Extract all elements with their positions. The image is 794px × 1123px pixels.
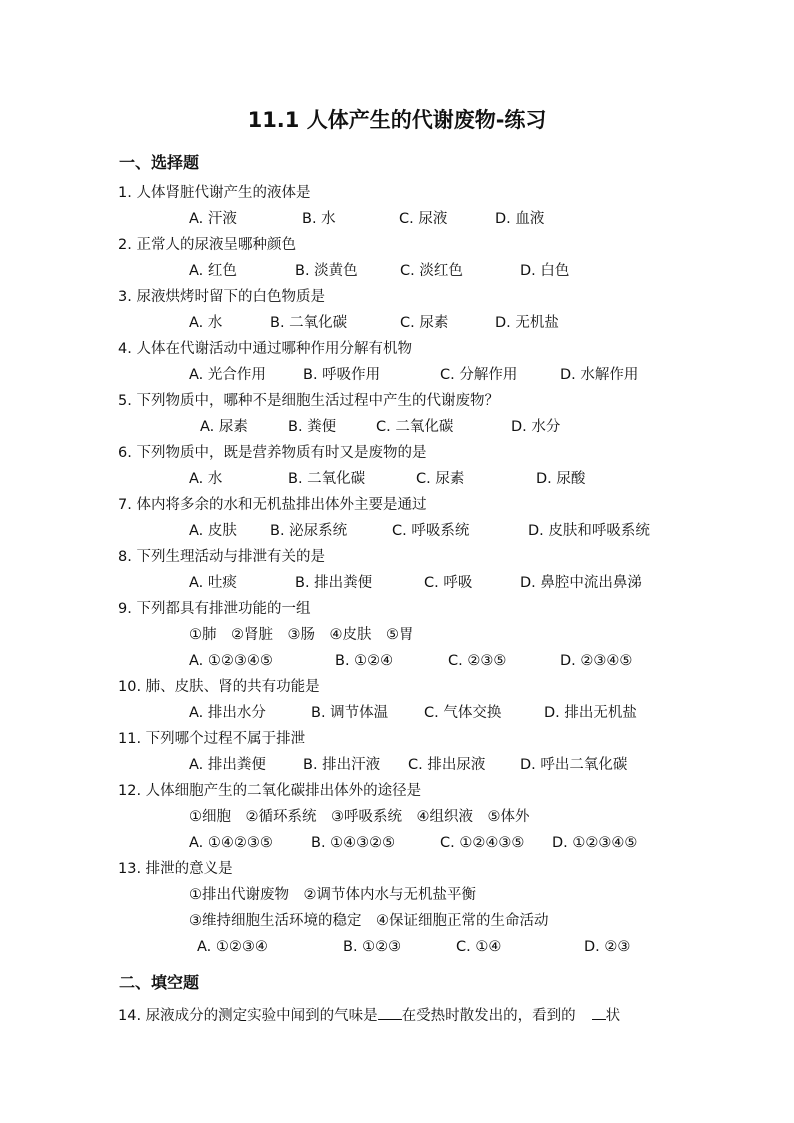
question-9-stem: 9. 下列都具有排泄功能的一组 xyxy=(118,601,311,617)
q3-option-b: B. 二氧化碳 xyxy=(270,315,348,331)
question-6-stem: 6. 下列物质中，既是营养物质有时又是废物的是 xyxy=(118,445,427,461)
q2-option-d: D. 白色 xyxy=(520,263,570,279)
q14-text-prefix: 14. 尿液成分的测定实验中闻到的气味是 xyxy=(118,1008,378,1024)
q10-option-b: B. 调节体温 xyxy=(311,705,389,721)
q4-option-a: A. 光合作用 xyxy=(189,367,266,383)
q14-text-mid: 在受热时散发出的，看到的 xyxy=(401,1008,576,1024)
question-13-stem: 13. 排泄的意义是 xyxy=(118,861,233,877)
question-8-stem: 8. 下列生理活动与排泄有关的是 xyxy=(118,549,325,565)
q3-option-c: C. 尿素 xyxy=(400,315,449,331)
q1-option-c: C. 尿液 xyxy=(399,211,448,227)
q5-option-c: C. 二氧化碳 xyxy=(376,419,454,435)
q5-option-a: A. 尿素 xyxy=(200,419,248,435)
q12-option-b: B. ①④③②⑤ xyxy=(311,835,396,851)
question-5-stem: 5. 下列物质中，哪种不是细胞生活过程中产生的代谢废物？ xyxy=(118,393,499,409)
q4-option-d: D. 水解作用 xyxy=(560,367,639,383)
q5-option-b: B. 粪便 xyxy=(288,419,337,435)
q8-option-d: D. 鼻腔中流出鼻涕 xyxy=(520,575,642,591)
q11-option-b: B. 排出汗液 xyxy=(303,757,381,773)
q13-option-d: D. ②③ xyxy=(584,939,631,955)
q9-option-d: D. ②③④⑤ xyxy=(560,653,633,669)
question-1-stem: 1. 人体肾脏代谢产生的液体是 xyxy=(118,185,311,201)
question-4-stem: 4. 人体在代谢活动中通过哪种作用分解有机物 xyxy=(118,341,412,357)
q12-option-a: A. ①④②③⑤ xyxy=(189,835,273,851)
q1-option-a: A. 汗液 xyxy=(189,211,237,227)
q9-option-b: B. ①②④ xyxy=(335,653,394,669)
q6-option-c: C. 尿素 xyxy=(416,471,465,487)
q12-option-c: C. ①②④③⑤ xyxy=(440,835,525,851)
q7-option-a: A. 皮肤 xyxy=(189,523,237,539)
question-11-stem: 11. 下列哪个过程不属于排泄 xyxy=(118,731,306,747)
page-title: 11.1 人体产生的代谢废物-练习 xyxy=(247,108,547,132)
q11-option-d: D. 呼出二氧化碳 xyxy=(520,757,628,773)
q7-option-c: C. 呼吸系统 xyxy=(392,523,470,539)
q10-option-d: D. 排出无机盐 xyxy=(544,705,637,721)
question-10-stem: 10. 肺、皮肤、肾的共有功能是 xyxy=(118,679,320,695)
q1-option-b: B. 水 xyxy=(302,211,336,227)
q2-option-a: A. 红色 xyxy=(189,263,237,279)
q14-text-suffix: 状 xyxy=(605,1008,621,1024)
q6-option-b: B. 二氧化碳 xyxy=(288,471,366,487)
question-14 xyxy=(118,1005,620,1026)
q9-option-c: C. ②③⑤ xyxy=(448,653,507,669)
q4-option-c: C. 分解作用 xyxy=(440,367,518,383)
q11-option-c: C. 排出尿液 xyxy=(408,757,486,773)
q3-option-d: D. 无机盐 xyxy=(495,315,559,331)
question-7-stem: 7. 体内将多余的水和无机盐排出体外主要是通过 xyxy=(118,497,427,513)
q6-option-d: D. 尿酸 xyxy=(536,471,586,487)
q10-option-a: A. 排出水分 xyxy=(189,705,266,721)
question-2-stem: 2. 正常人的尿液呈哪种颜色 xyxy=(118,237,296,253)
q14-blank-2 xyxy=(592,1005,606,1020)
question-3-stem: 3. 尿液烘烤时留下的白色物质是 xyxy=(118,289,325,305)
q8-option-a: A. 吐痰 xyxy=(189,575,237,591)
q7-option-d: D. 皮肤和呼吸系统 xyxy=(528,523,650,539)
q3-option-a: A. 水 xyxy=(189,315,223,331)
q13-items-line-2: ③维持细胞生活环境的稳定 ④保证细胞正常的生命活动 xyxy=(189,913,549,929)
section-heading-fill: 二、填空题 xyxy=(119,973,200,992)
q14-blank-1 xyxy=(378,1005,402,1020)
q4-option-b: B. 呼吸作用 xyxy=(303,367,381,383)
q13-option-a: A. ①②③④ xyxy=(197,939,268,955)
question-12-stem: 12. 人体细胞产生的二氧化碳排出体外的途径是 xyxy=(118,783,422,799)
q10-option-c: C. 气体交换 xyxy=(424,705,502,721)
q2-option-c: C. 淡红色 xyxy=(400,263,463,279)
q5-option-d: D. 水分 xyxy=(511,419,561,435)
q12-option-d: D. ①②③④⑤ xyxy=(552,835,638,851)
section-heading-choice: 一、选择题 xyxy=(119,153,200,172)
q13-items-line-1: ①排出代谢废物 ②调节体内水与无机盐平衡 xyxy=(189,887,476,903)
q1-option-d: D. 血液 xyxy=(495,211,545,227)
q7-option-b: B. 泌尿系统 xyxy=(270,523,348,539)
q6-option-a: A. 水 xyxy=(189,471,223,487)
q8-option-b: B. 排出粪便 xyxy=(295,575,373,591)
q2-option-b: B. 淡黄色 xyxy=(295,263,358,279)
q12-items: ①细胞 ②循环系统 ③呼吸系统 ④组织液 ⑤体外 xyxy=(189,809,530,825)
q13-option-c: C. ①④ xyxy=(456,939,502,955)
q9-items: ①肺 ②肾脏 ③肠 ④皮肤 ⑤胃 xyxy=(189,627,414,643)
q13-option-b: B. ①②③ xyxy=(343,939,402,955)
q8-option-c: C. 呼吸 xyxy=(424,575,473,591)
q9-option-a: A. ①②③④⑤ xyxy=(189,653,273,669)
q11-option-a: A. 排出粪便 xyxy=(189,757,266,773)
